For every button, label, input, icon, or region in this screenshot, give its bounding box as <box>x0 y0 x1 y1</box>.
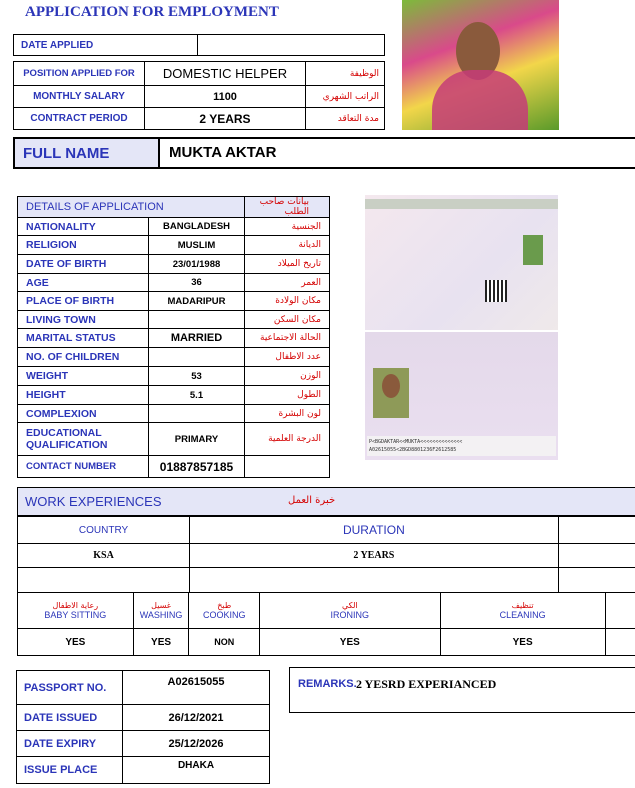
work-country: KSA <box>18 544 190 568</box>
work-header-title: WORK EXPERIENCES <box>25 494 162 509</box>
details-row <box>18 367 330 386</box>
detail-arabic: الوزن <box>245 367 330 386</box>
skill-header <box>189 593 260 629</box>
detail-arabic: الحالة الاجتماعية <box>245 329 330 348</box>
qr-code-icon <box>485 280 507 302</box>
detail-label: RELIGION <box>18 236 149 255</box>
detail-arabic: لون البشرة <box>245 405 330 423</box>
skill-arabic: طبخ <box>217 601 232 610</box>
detail-value <box>149 405 245 423</box>
details-row <box>18 274 330 292</box>
detail-label: WEIGHT <box>18 367 149 386</box>
position-table <box>13 61 385 130</box>
full-name-value: MUKTA AKTAR <box>169 144 277 161</box>
detail-label: LIVING TOWN <box>18 311 149 329</box>
detail-arabic: تاريخ الميلاد <box>245 255 330 274</box>
detail-arabic: العمر <box>245 274 330 292</box>
skill-header <box>260 593 441 629</box>
skill-label: IRONING <box>330 610 370 620</box>
detail-label: CONTACT NUMBER <box>18 456 149 478</box>
salary-value: 1100 <box>145 86 306 108</box>
skill-label: BABY SITTING <box>44 610 107 620</box>
salary-label: MONTHLY SALARY <box>14 86 145 108</box>
detail-arabic <box>245 456 330 478</box>
skills-table <box>17 592 635 656</box>
detail-arabic: الجنسية <box>245 218 330 236</box>
skill-value: NON <box>189 629 260 656</box>
detail-arabic: الديانة <box>245 236 330 255</box>
details-table <box>17 196 330 478</box>
skill-label: COOKING <box>202 610 246 620</box>
detail-label: HEIGHT <box>18 386 149 405</box>
details-row <box>18 311 330 329</box>
detail-value: 23/01/1988 <box>149 255 245 274</box>
issue-place-label: ISSUE PLACE <box>17 757 123 784</box>
detail-value: MUSLIM <box>149 236 245 255</box>
details-row <box>18 348 330 367</box>
details-row <box>18 423 330 456</box>
detail-label: EDUCATIONAL QUALIFICATION <box>18 423 149 456</box>
detail-value <box>149 311 245 329</box>
detail-arabic: الدرجة العلمية <box>245 423 330 456</box>
skill-header <box>440 593 605 629</box>
skill-arabic: الكي <box>341 601 358 610</box>
skill-value: YES <box>133 629 189 656</box>
skill-header <box>18 593 134 629</box>
details-row <box>18 218 330 236</box>
detail-value: 53 <box>149 367 245 386</box>
work-header <box>17 487 635 516</box>
detail-value: 5.1 <box>149 386 245 405</box>
emblem-icon <box>523 235 543 265</box>
passport-no-value: A02615055 <box>123 671 270 705</box>
work-duration-header: DURATION <box>190 517 559 544</box>
detail-label: NO. OF CHILDREN <box>18 348 149 367</box>
work-duration: 2 YEARS <box>190 544 559 568</box>
salary-arabic: الراتب الشهري <box>306 86 385 108</box>
skill-arabic: غسيل <box>151 601 171 610</box>
detail-label: NATIONALITY <box>18 218 149 236</box>
details-header: DETAILS OF APPLICATION <box>18 197 245 218</box>
skill-arabic: تنظيف <box>511 601 534 610</box>
details-header-arabic: بيانات صاحب الطلب <box>245 197 330 218</box>
detail-label: DATE OF BIRTH <box>18 255 149 274</box>
position-value: DOMESTIC HELPER <box>145 62 306 86</box>
date-applied-table <box>13 34 385 56</box>
skill-label: CLEANING <box>499 610 546 620</box>
detail-value: MARRIED <box>149 329 245 348</box>
detail-arabic: عدد الاطفال <box>245 348 330 367</box>
skill-value: YES <box>440 629 605 656</box>
position-arabic: الوظيفة <box>306 62 385 86</box>
id-card-image <box>365 195 558 330</box>
remarks-label: REMARKS. <box>298 678 357 690</box>
detail-label: COMPLEXION <box>18 405 149 423</box>
detail-value: BANGLADESH <box>149 218 245 236</box>
work-header-arabic: خبرة العمل <box>288 495 336 506</box>
contract-arabic: مدة التعاقد <box>306 108 385 130</box>
detail-value: 01887857185 <box>149 456 245 478</box>
skill-value: YES <box>260 629 441 656</box>
contract-value: 2 YEARS <box>145 108 306 130</box>
skill-value: YES <box>18 629 134 656</box>
detail-label: MARITAL STATUS <box>18 329 149 348</box>
detail-arabic: مكان السكن <box>245 311 330 329</box>
details-row <box>18 405 330 423</box>
date-expiry-label: DATE EXPIRY <box>17 731 123 757</box>
passport-table <box>16 670 270 784</box>
full-name-label: FULL NAME <box>15 139 160 167</box>
details-row <box>18 236 330 255</box>
work-row <box>18 544 635 568</box>
details-row <box>18 292 330 311</box>
passport-photo <box>373 368 409 418</box>
work-country-header: COUNTRY <box>18 517 190 544</box>
date-issued-label: DATE ISSUED <box>17 705 123 731</box>
date-applied-label: DATE APPLIED <box>14 35 198 56</box>
contract-label: CONTRACT PERIOD <box>14 108 145 130</box>
detail-arabic: مكان الولادة <box>245 292 330 311</box>
passport-no-label: PASSPORT NO. <box>17 671 123 705</box>
full-name-row <box>13 137 635 169</box>
applicant-photo <box>402 0 559 130</box>
issue-place-value: DHAKA <box>123 757 270 784</box>
date-expiry-value: 25/12/2026 <box>123 731 270 757</box>
details-row <box>18 386 330 405</box>
skill-header <box>133 593 189 629</box>
detail-value: 36 <box>149 274 245 292</box>
details-row <box>18 255 330 274</box>
skill-label: WASHING <box>139 610 183 620</box>
date-issued-value: 26/12/2021 <box>123 705 270 731</box>
details-row <box>18 329 330 348</box>
detail-value: PRIMARY <box>149 423 245 456</box>
detail-arabic: الطول <box>245 386 330 405</box>
detail-value: MADARIPUR <box>149 292 245 311</box>
page-title: APPLICATION FOR EMPLOYMENT <box>25 4 279 20</box>
detail-label: AGE <box>18 274 149 292</box>
work-table <box>17 516 635 593</box>
detail-value <box>149 348 245 367</box>
detail-label: PLACE OF BIRTH <box>18 292 149 311</box>
passport-image: P<BGDAKTAR<<MUKTA<<<<<<<<<<<<<< A02615055<2BGD8801236F2612585 <box>365 332 558 460</box>
date-applied-value <box>198 35 385 56</box>
remarks-box <box>289 667 635 713</box>
remarks-value: 2 YESRD EXPERIANCED <box>356 677 497 691</box>
details-row <box>18 456 330 478</box>
skill-arabic: رعاية الاطفال <box>52 601 99 610</box>
position-label: POSITION APPLIED FOR <box>14 62 145 86</box>
